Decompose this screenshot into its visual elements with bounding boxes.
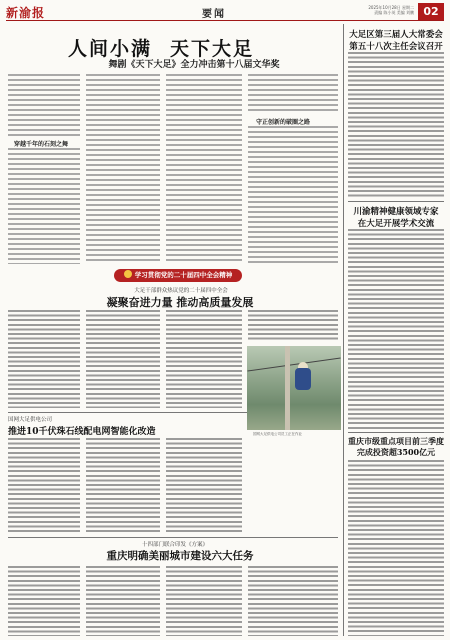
right-story2-body <box>348 229 444 429</box>
line-worker <box>295 368 311 390</box>
lead-subsection-2: 守正创新的破圈之路 <box>256 119 311 126</box>
banner-text: 学习贯彻党的二十届四中全会精神 <box>134 271 233 279</box>
header-meta <box>368 5 414 15</box>
lead-body-col3 <box>166 74 242 264</box>
story2-headline: 凝聚奋进力量 推动高质量发展 <box>106 296 254 309</box>
lead-body-col1b <box>8 148 80 264</box>
right-story2-headline <box>348 205 444 229</box>
story4-body-col3 <box>166 566 242 636</box>
story2-body-col2 <box>86 310 160 408</box>
right-story2-headline-line2: 在大足开展学术交流 <box>357 219 435 229</box>
lead-subsection-1: 穿越千年的石刻之舞 <box>14 141 69 148</box>
story4-headline: 重庆明确美丽城市建设六大任务 <box>106 550 254 562</box>
utility-pole <box>285 346 290 430</box>
story4-body-col4 <box>248 566 338 636</box>
story3-headline: 推进10千伏珠石线配电网智能化改造 <box>8 427 156 437</box>
right-story3-headline <box>348 436 444 458</box>
story3-body-col1 <box>8 438 80 534</box>
right-story2-headline-line1: 川渝精神健康领域专家 <box>353 207 439 217</box>
header-editors: 责编 陈小英 美编 刘鹏 <box>374 10 414 15</box>
story3-photo <box>247 346 341 430</box>
right-rule-1 <box>348 201 444 202</box>
right-story1-body <box>348 52 444 198</box>
story3-photo-caption: 国网大足供电公司员工正在作业 <box>253 432 302 436</box>
story2-body-col1 <box>8 310 80 408</box>
right-story3-body <box>348 460 444 636</box>
story2-kicker: 大足干部群众热议党的二十届四中全会 <box>134 288 228 294</box>
lead-body-col1 <box>8 74 80 136</box>
story3-bottom-rule <box>8 537 338 538</box>
right-story3-headline-line2: 完成投资超3500亿元 <box>356 447 436 457</box>
right-story3-headline-line1: 重庆市级重点项目前三季度 <box>348 436 444 446</box>
lead-body-col2 <box>86 74 160 264</box>
story3-body-col3 <box>166 438 242 534</box>
story2-body-col3 <box>166 310 242 408</box>
page-header <box>6 3 444 21</box>
lead-headline-part1: 人间小满 <box>68 38 153 60</box>
section-title: 要闻 <box>202 9 226 20</box>
story3-kicker: 国网大足供电公司 <box>8 417 53 423</box>
story3-body-col2 <box>86 438 160 534</box>
right-story1-headline-line1: 大足区第三届人大常委会 <box>349 30 443 40</box>
header-date: 2025年10月28日 星期二 <box>368 5 414 10</box>
banner-emblem-icon <box>124 270 132 278</box>
power-line <box>247 357 340 371</box>
special-banner <box>114 269 242 282</box>
lead-subhead: 舞剧《天下大足》全力冲击第十八届文华奖 <box>108 60 280 70</box>
page-number: 02 <box>418 3 444 20</box>
story4-body-col2 <box>86 566 160 636</box>
lead-body-col4b <box>248 126 338 264</box>
story4-kicker: 十四部门联合印发《方案》 <box>141 542 208 548</box>
right-story1-headline-line2: 第五十八次主任会议召开 <box>349 42 443 52</box>
newspaper-logo: 新渝报 <box>6 6 46 20</box>
lead-body-col4 <box>248 74 338 114</box>
right-story1-headline <box>348 28 444 52</box>
story2-body-col4 <box>248 310 338 342</box>
column-rule <box>343 24 344 636</box>
lead-headline-part2: 天下大足 <box>170 38 255 60</box>
story4-body-col1 <box>8 566 80 636</box>
right-rule-2 <box>348 432 444 433</box>
